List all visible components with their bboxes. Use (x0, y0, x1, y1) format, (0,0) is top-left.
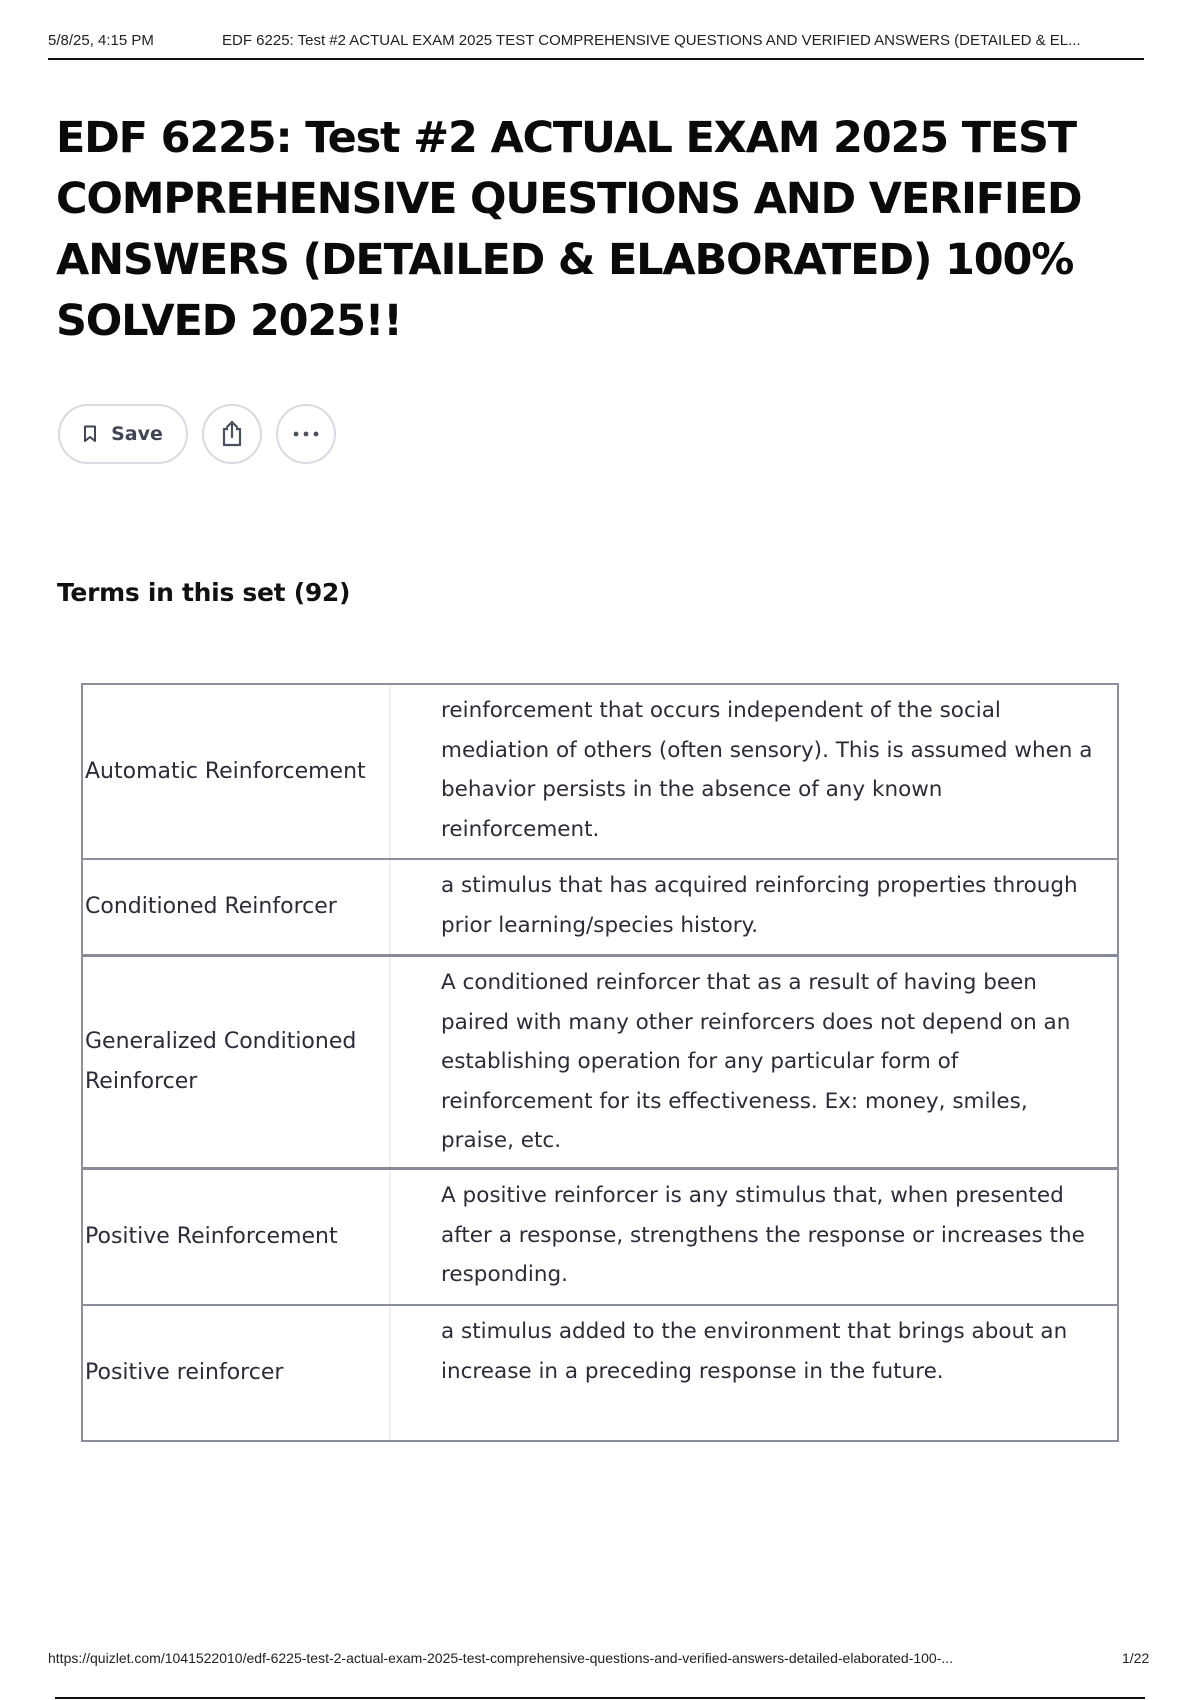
page-number: 1/22 (1122, 1650, 1150, 1666)
action-toolbar (58, 404, 350, 464)
term-row (83, 685, 1117, 860)
term-row (83, 1306, 1117, 1442)
save-button[interactable] (58, 404, 188, 464)
term-cell: Automatic Reinforcement (83, 685, 391, 858)
print-datetime: 5/8/25, 4:15 PM (48, 32, 154, 49)
term-cell: Conditioned Reinforcer (83, 860, 391, 954)
definition-cell: a stimulus that has acquired reinforcing properties through prior learning/species history. (441, 873, 1078, 938)
term-cell: Positive Reinforcement (83, 1170, 391, 1304)
term-cell: Positive reinforcer (83, 1306, 391, 1440)
footer-divider (55, 1697, 1145, 1699)
terms-table (81, 683, 1119, 1442)
term-row (83, 860, 1117, 957)
more-options-button[interactable] (276, 404, 336, 464)
term-row (83, 957, 1117, 1170)
share-icon (219, 420, 245, 448)
print-header (48, 28, 1144, 60)
save-button-label: Save (111, 423, 163, 445)
definition-cell: A conditioned reinforcer that as a result of having been paired with many other reinforcers does not depend on an establishing operation for any particular form of reinforcement for its effectiveness. Ex: money, smiles, praise, etc. (441, 970, 1071, 1153)
print-document-title: EDF 6225: Test #2 ACTUAL EXAM 2025 TEST COMPREHENSIVE QUESTIONS AND VERIFIED ANSWERS (DETAILED & EL... (222, 32, 1081, 49)
page-url: https://quizlet.com/1041522010/edf-6225-test-2-actual-exam-2025-test-comprehensive-questions-and-verified-answers-detailed-elaborated-100-... (48, 1650, 954, 1666)
definition-cell: A positive reinforcer is any stimulus that, when presented after a response, strengthens the response or increases the responding. (441, 1183, 1085, 1287)
term-row (83, 1170, 1117, 1306)
more-options-icon (293, 431, 319, 437)
bookmark-icon (83, 425, 97, 443)
definition-cell: reinforcement that occurs independent of the social mediation of others (often sensory). This is assumed when a behavior persists in the absence of any known reinforcement. (441, 698, 1093, 842)
page-title: EDF 6225: Test #2 ACTUAL EXAM 2025 TEST COMPREHENSIVE QUESTIONS AND VERIFIED ANSWERS (DETAILED & ELABORATED) 100% SOLVED 2025!! (56, 113, 1082, 346)
terms-heading: Terms in this set (92) (57, 578, 351, 607)
term-cell: Generalized Conditioned Reinforcer (83, 957, 391, 1167)
definition-cell: a stimulus added to the environment that brings about an increase in a preceding response in the future. (441, 1319, 1068, 1384)
share-button[interactable] (202, 404, 262, 464)
